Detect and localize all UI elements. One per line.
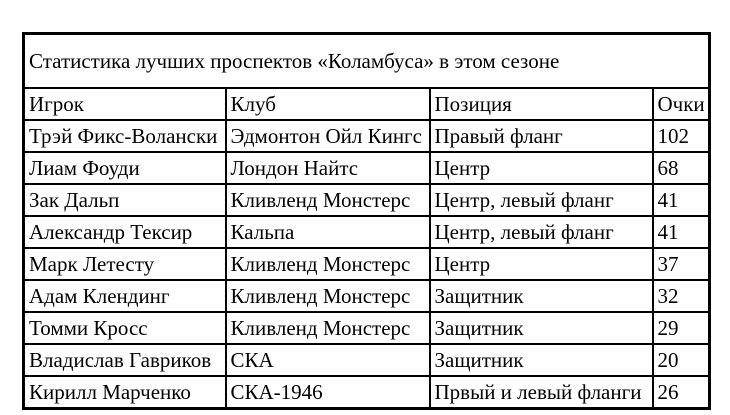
table-cell: Кальпа (226, 216, 430, 248)
table-cell: 102 (653, 120, 710, 152)
table-cell: Кливленд Монстерс (226, 312, 430, 344)
table-cell: 26 (653, 376, 710, 409)
table-cell: 68 (653, 152, 710, 184)
column-header: Игрок (24, 88, 226, 120)
table-cell: СКА (226, 344, 430, 376)
table-cell: Кливленд Монстерс (226, 248, 430, 280)
table-cell: Владислав Гавриков (24, 344, 226, 376)
table-title: Статистика лучших проспектов «Коламбуса» в этом сезоне (24, 34, 710, 89)
table-cell: Адам Клендинг (24, 280, 226, 312)
prospects-stats-table (22, 32, 711, 410)
column-header: Клуб (226, 88, 430, 120)
table-cell: Томми Кросс (24, 312, 226, 344)
table-cell: Трэй Фикс-Волански (24, 120, 226, 152)
table-cell: Эдмонтон Ойл Кингс (226, 120, 430, 152)
table-cell: Защитник (430, 280, 653, 312)
table-cell: 29 (653, 312, 710, 344)
table-cell: Кливленд Монстерс (226, 184, 430, 216)
table-cell: 37 (653, 248, 710, 280)
table-cell: Центр (430, 248, 653, 280)
table-cell: Кливленд Монстерс (226, 280, 430, 312)
table-cell: СКА-1946 (226, 376, 430, 409)
table-row (24, 152, 710, 184)
table-row (24, 216, 710, 248)
table-cell: Защитник (430, 344, 653, 376)
table-body (24, 34, 710, 409)
table-row (24, 312, 710, 344)
table-row (24, 184, 710, 216)
table-cell: Центр, левый фланг (430, 184, 653, 216)
table-cell: Зак Дальп (24, 184, 226, 216)
table-cell: Марк Летесту (24, 248, 226, 280)
table-cell: Кирилл Марченко (24, 376, 226, 409)
table-cell: Защитник (430, 312, 653, 344)
table-cell: Лондон Найтс (226, 152, 430, 184)
table-row (24, 248, 710, 280)
column-header: Очки (653, 88, 710, 120)
table-cell: Првый и левый фланги (430, 376, 653, 409)
table-cell: Правый фланг (430, 120, 653, 152)
table-cell: Центр, левый фланг (430, 216, 653, 248)
table-title-row (24, 34, 710, 89)
table-cell: 32 (653, 280, 710, 312)
table-cell: 41 (653, 216, 710, 248)
table-row (24, 344, 710, 376)
column-header: Позиция (430, 88, 653, 120)
table-cell: Лиам Фоуди (24, 152, 226, 184)
table-row (24, 376, 710, 409)
table-cell: Центр (430, 152, 653, 184)
table-row (24, 280, 710, 312)
table-cell: 20 (653, 344, 710, 376)
table-row (24, 120, 710, 152)
table-cell: 41 (653, 184, 710, 216)
table-header-row (24, 88, 710, 120)
table-cell: Александр Тексир (24, 216, 226, 248)
